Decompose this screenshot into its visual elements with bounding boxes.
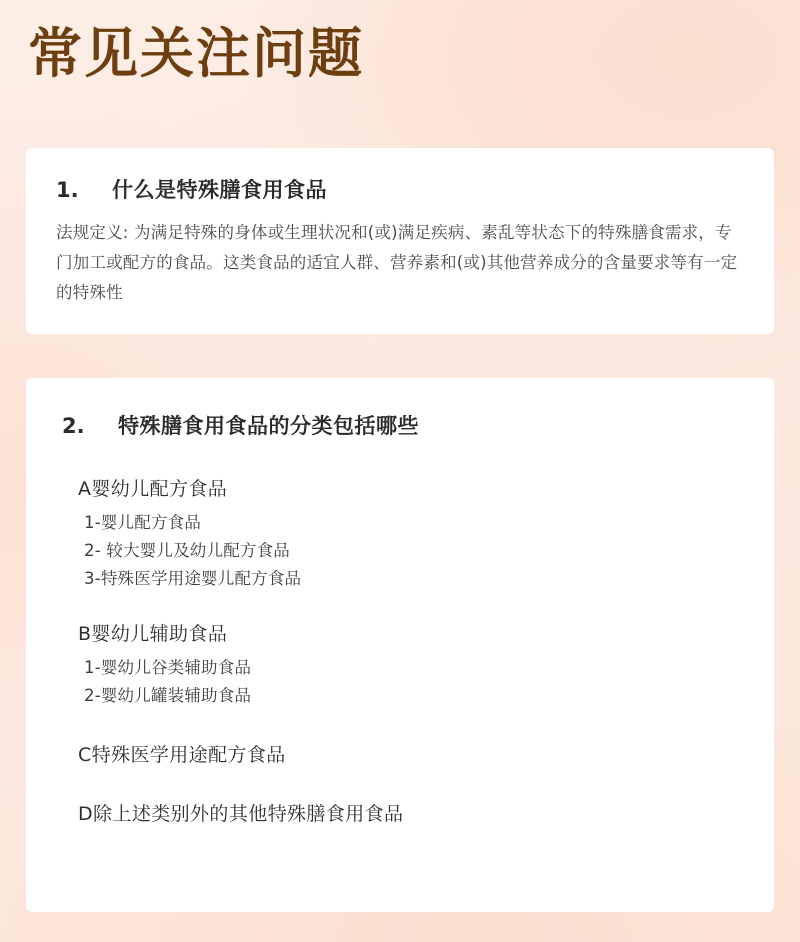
question-2-title: 特殊膳食用食品的分类包括哪些 xyxy=(118,414,419,438)
question-2-header xyxy=(62,410,744,440)
question-1-header xyxy=(56,174,744,204)
question-1-number: 1. xyxy=(56,178,79,202)
faq-card-2 xyxy=(26,378,774,912)
category-group-a xyxy=(78,474,744,593)
faq-card-1 xyxy=(26,148,774,334)
list-item: 3-特殊医学用途婴儿配方食品 xyxy=(84,569,302,588)
question-1-body: 法规定义: 为满足特殊的身体或生理状况和(或)满足疾病、素乱等状态下的特殊膳食需求，专门加工或配方的食品。这类食品的适宜人群、营养素和(或)其他营养成分的含量要求等有一定的特殊性 xyxy=(56,223,738,302)
category-d-title: D除上述类别外的其他特殊膳食用食品 xyxy=(78,803,404,825)
category-b-title: B婴幼儿辅助食品 xyxy=(78,623,228,645)
list-item: 1-婴儿配方食品 xyxy=(84,513,202,532)
category-group-b xyxy=(78,619,744,710)
page-title: 常见关注问题 xyxy=(28,22,364,85)
question-1-title: 什么是特殊膳食用食品 xyxy=(112,178,327,202)
list-item: 1-婴幼儿谷类辅助食品 xyxy=(84,658,252,677)
question-2-number: 2. xyxy=(62,414,85,438)
category-b-items xyxy=(84,654,744,710)
category-c-title: C特殊医学用途配方食品 xyxy=(78,744,286,766)
list-item: 2-婴幼儿罐装辅助食品 xyxy=(84,686,252,705)
category-group-c xyxy=(78,740,744,767)
list-item: 2- 较大婴儿及幼儿配方食品 xyxy=(84,541,290,560)
category-a-title: A婴幼儿配方食品 xyxy=(78,478,228,500)
category-group-d xyxy=(78,799,744,826)
category-a-items xyxy=(84,509,744,593)
